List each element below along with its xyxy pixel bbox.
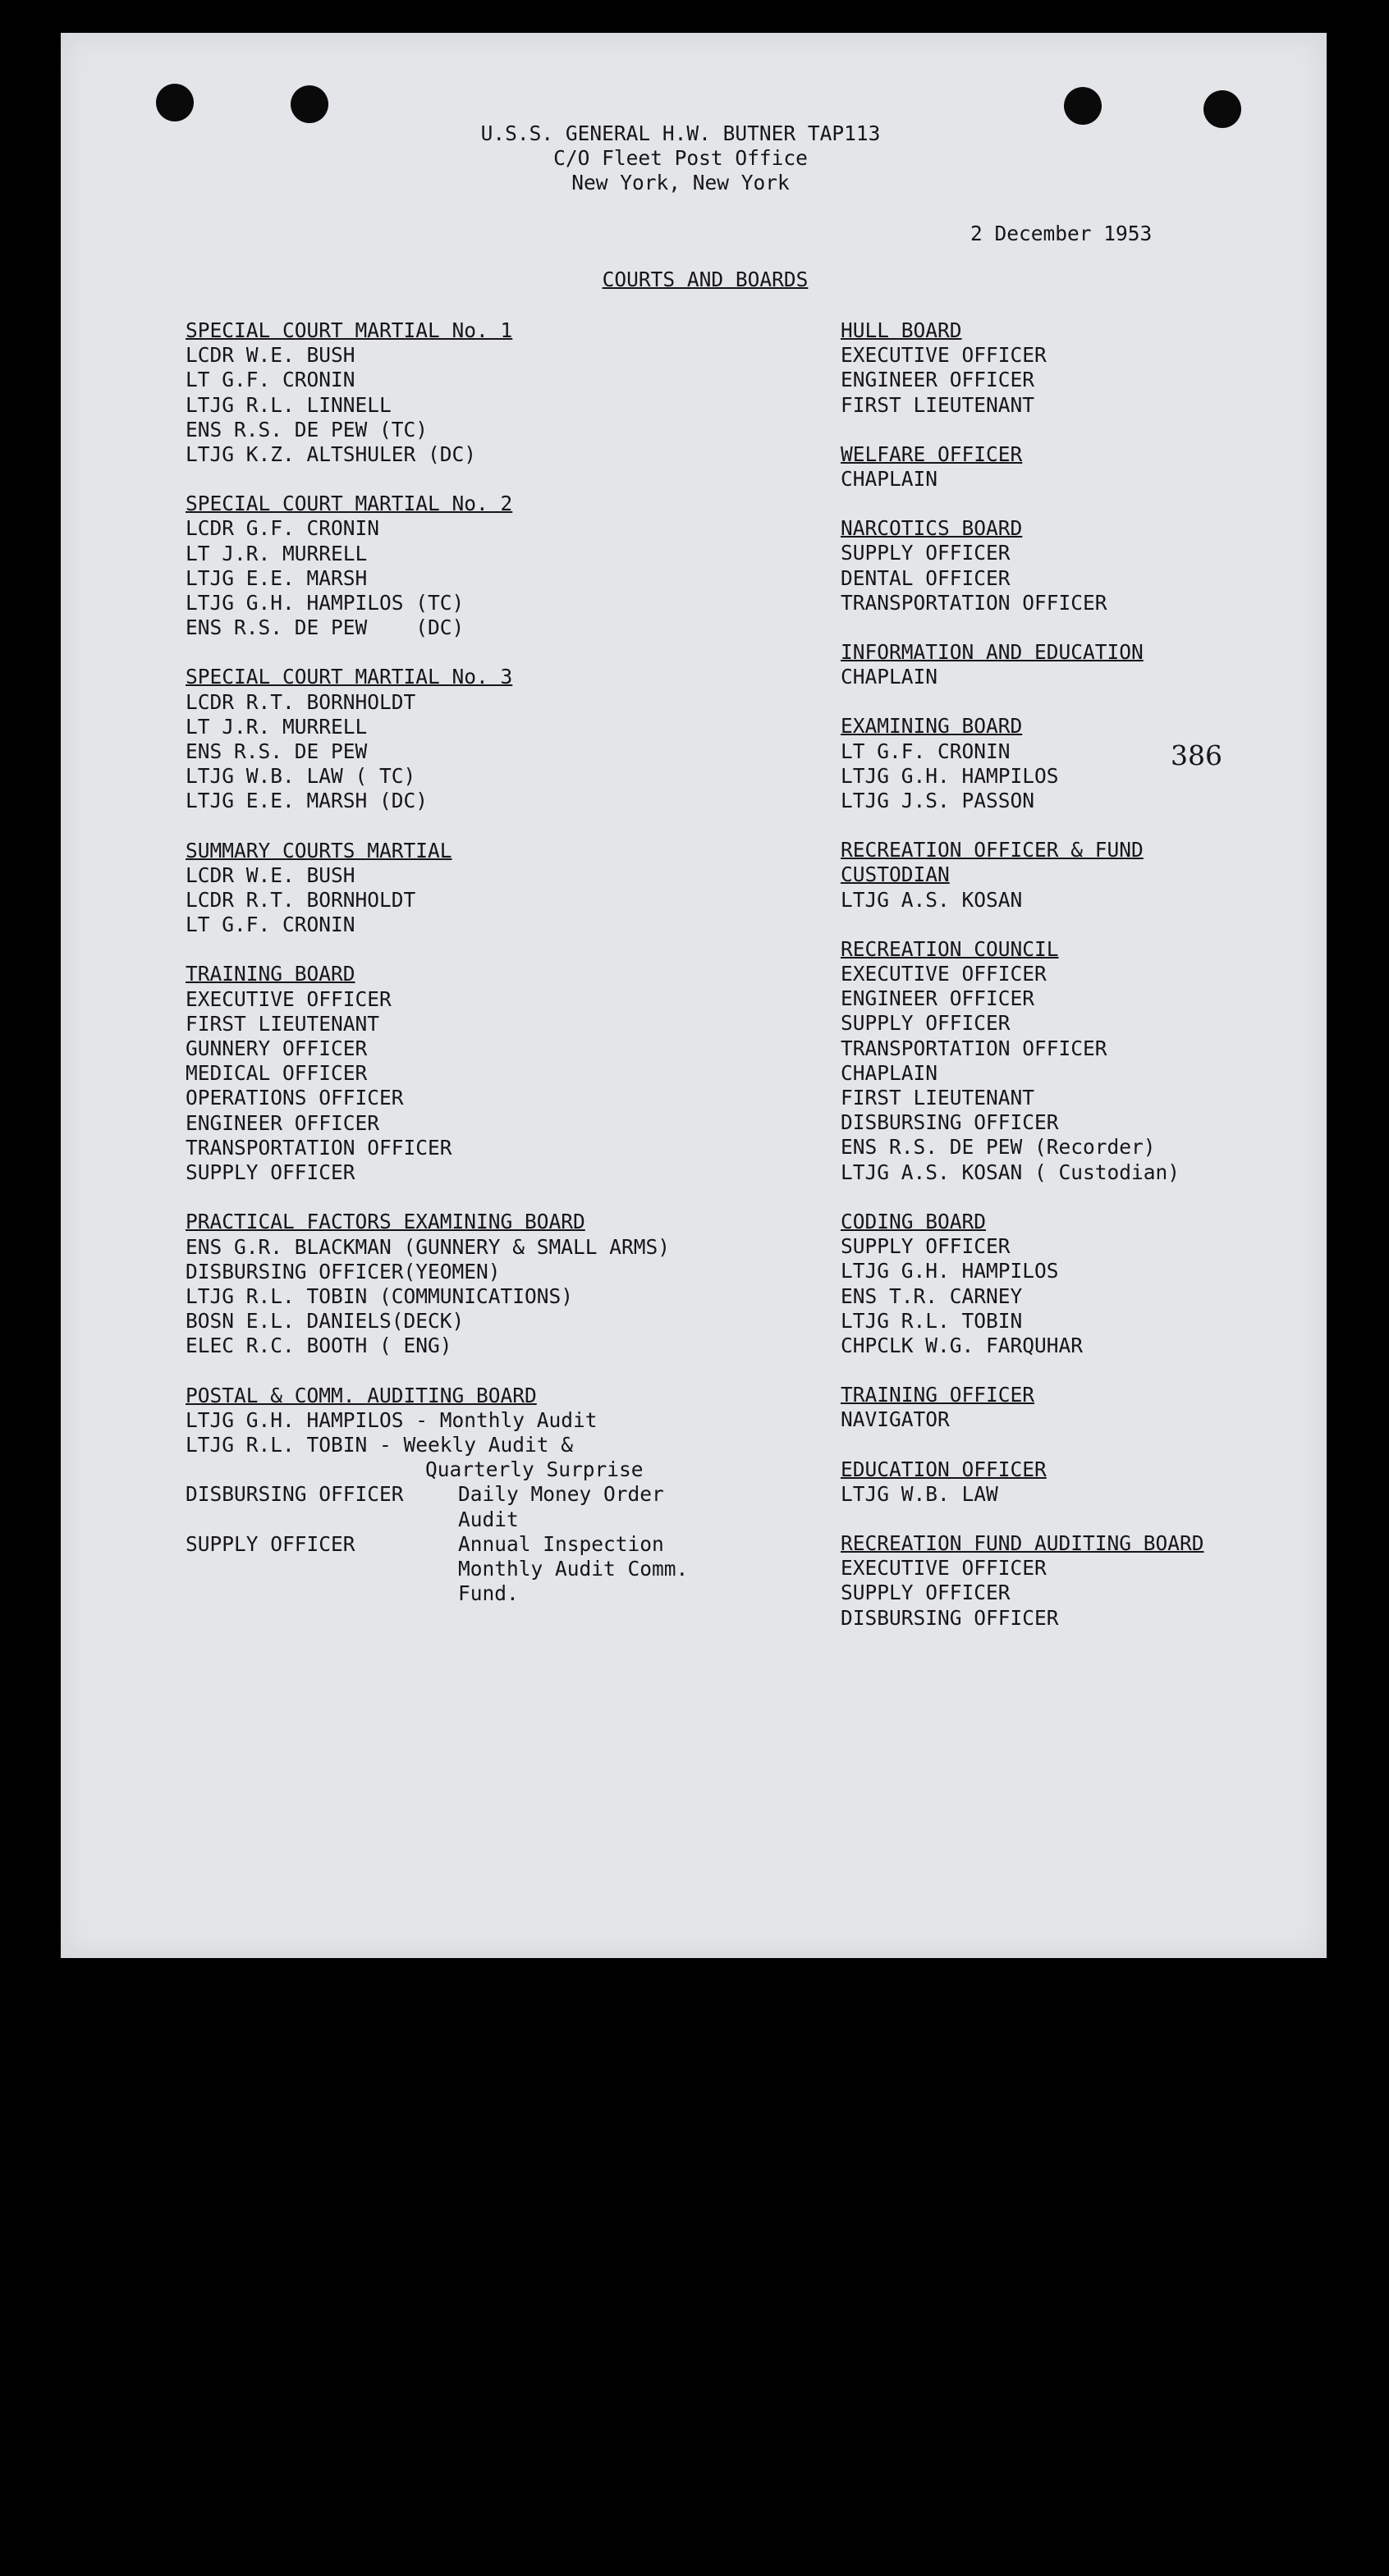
member-line: LT G.F. CRONIN <box>186 913 355 937</box>
member-line: EXECUTIVE OFFICER <box>186 986 392 1011</box>
member-line: EXECUTIVE OFFICER <box>841 343 1047 368</box>
board-section <box>186 839 826 938</box>
section-heading: RECREATION FUND AUDITING BOARD <box>841 1531 1204 1555</box>
page-number: 386 <box>1171 739 1222 771</box>
section-heading: WELFARE OFFICER <box>841 442 1023 466</box>
document-title <box>61 268 1327 292</box>
section-heading: SPECIAL COURT MARTIAL No. 1 <box>186 318 513 342</box>
section-heading: NARCOTICS BOARD <box>841 516 1023 541</box>
section-heading: EDUCATION OFFICER <box>841 1457 1047 1481</box>
member-line: LTJG K.Z. ALTSHULER (DC) <box>186 442 477 467</box>
board-section <box>841 516 1317 615</box>
member-line: ENS G.R. BLACKMAN (GUNNERY & SMALL ARMS) <box>186 1234 671 1259</box>
board-section <box>186 1210 826 1358</box>
section-heading: SPECIAL COURT MARTIAL No. 3 <box>186 665 513 689</box>
postal-row <box>186 1508 826 1532</box>
role-desc: Fund. <box>458 1581 519 1606</box>
letterhead-line: C/O Fleet Post Office <box>553 146 808 171</box>
member-line: LTJG G.H. HAMPILOS <box>841 1259 1059 1283</box>
member-line: ENS R.S. DE PEW (Recorder) <box>841 1135 1156 1160</box>
member-line: TRANSPORTATION OFFICER <box>841 590 1107 615</box>
member-line: DISBURSING OFFICER <box>841 1110 1059 1135</box>
section-heading: SUMMARY COURTS MARTIAL <box>186 838 452 862</box>
member-line: SUPPLY OFFICER <box>841 1011 1011 1036</box>
board-section <box>841 838 1317 913</box>
member-line: MEDICAL OFFICER <box>186 1061 368 1086</box>
member-line: LCDR W.E. BUSH <box>186 862 355 887</box>
member-line: DISBURSING OFFICER(YEOMEN) <box>186 1259 501 1283</box>
member-line: LTJG W.B. LAW <box>841 1481 998 1506</box>
member-line: ENS R.S. DE PEW <box>186 739 368 764</box>
section-heading: PRACTICAL FACTORS EXAMINING BOARD <box>186 1210 585 1234</box>
document-date: 2 December 1953 <box>970 222 1153 245</box>
member-line: LTJG G.H. HAMPILOS (TC) <box>186 591 465 615</box>
member-line: LCDR R.T. BORNHOLDT <box>186 888 416 913</box>
member-line: CHAPLAIN <box>841 1060 938 1085</box>
section-heading: INFORMATION AND EDUCATION <box>841 640 1144 665</box>
member-line: ENS R.S. DE PEW (DC) <box>186 615 465 640</box>
member-line: SUPPLY OFFICER <box>841 1581 1011 1605</box>
member-line: CHPCLK W.G. FARQUHAR <box>841 1333 1084 1357</box>
member-line: ELEC R.C. BOOTH ( ENG) <box>186 1334 452 1358</box>
member-line: LT J.R. MURRELL <box>186 541 368 565</box>
board-section <box>841 442 1317 492</box>
role-label: DISBURSING OFFICER <box>186 1482 404 1507</box>
letterhead <box>61 121 1327 196</box>
section-heading: RECREATION OFFICER & FUND CUSTODIAN <box>841 838 1144 887</box>
letterhead-line: New York, New York <box>571 171 790 195</box>
member-line: LTJG E.E. MARSH (DC) <box>186 789 429 813</box>
section-heading: CODING BOARD <box>841 1209 987 1233</box>
member-line: NAVIGATOR <box>841 1407 950 1432</box>
postal-row <box>186 1482 826 1507</box>
member-line: LTJG R.L. TOBIN <box>841 1308 1023 1333</box>
member-line: LTJG G.H. HAMPILOS - Monthly Audit <box>186 1407 598 1432</box>
member-line: ENGINEER OFFICER <box>841 986 1035 1011</box>
member-line: DISBURSING OFFICER <box>841 1605 1059 1630</box>
member-line: CHAPLAIN <box>841 665 938 689</box>
member-line: SUPPLY OFFICER <box>841 1234 1011 1259</box>
member-line: FIRST LIEUTENANT <box>841 1086 1035 1110</box>
member-line: ENGINEER OFFICER <box>841 368 1035 392</box>
board-section <box>841 1531 1317 1631</box>
board-section <box>186 492 826 640</box>
member-line: Quarterly Surprise <box>425 1457 644 1482</box>
board-section <box>841 937 1317 1185</box>
member-line: LTJG A.S. KOSAN <box>841 887 1023 912</box>
role-label: SUPPLY OFFICER <box>186 1531 355 1556</box>
postal-row <box>186 1557 826 1581</box>
member-line: LTJG R.L. TOBIN (COMMUNICATIONS) <box>186 1283 574 1308</box>
member-line: TRANSPORTATION OFFICER <box>841 1036 1107 1060</box>
document-page <box>61 33 1327 1958</box>
section-heading: EXAMINING BOARD <box>841 714 1023 739</box>
member-line: ENS R.S. DE PEW (TC) <box>186 417 429 442</box>
member-line: CHAPLAIN <box>841 467 938 492</box>
member-line: SUPPLY OFFICER <box>841 541 1011 565</box>
member-line: OPERATIONS OFFICER <box>186 1086 404 1110</box>
member-line: FIRST LIEUTENANT <box>841 392 1035 417</box>
member-line: LCDR R.T. BORNHOLDT <box>186 689 416 714</box>
section-heading: POSTAL & COMM. AUDITING BOARD <box>186 1383 537 1407</box>
member-line: LTJG W.B. LAW ( TC) <box>186 764 416 789</box>
member-line: EXECUTIVE OFFICER <box>841 962 1047 986</box>
member-line: DENTAL OFFICER <box>841 565 1011 590</box>
right-column <box>841 318 1317 1655</box>
member-line: LCDR G.F. CRONIN <box>186 516 380 541</box>
member-line: EXECUTIVE OFFICER <box>841 1556 1047 1581</box>
member-line: BOSN E.L. DANIELS(DECK) <box>186 1309 465 1334</box>
role-desc: Annual Inspection <box>458 1531 664 1556</box>
member-line: LTJG A.S. KOSAN ( Custodian) <box>841 1160 1180 1184</box>
member-line: LT J.R. MURRELL <box>186 714 368 739</box>
role-desc: Audit <box>458 1507 519 1531</box>
board-section <box>841 1383 1317 1432</box>
section-heading: TRAINING BOARD <box>186 962 355 986</box>
left-column <box>186 318 826 1631</box>
board-section <box>841 714 1317 813</box>
letterhead-line: U.S.S. GENERAL H.W. BUTNER TAP113 <box>480 121 881 145</box>
postal-row <box>186 1532 826 1557</box>
member-line: LCDR W.E. BUSH <box>186 343 355 368</box>
member-line: FIRST LIEUTENANT <box>186 1011 380 1036</box>
section-heading: SPECIAL COURT MARTIAL No. 2 <box>186 492 513 516</box>
board-section <box>186 962 826 1185</box>
board-section <box>186 665 826 813</box>
member-line: LTJG J.S. PASSON <box>841 789 1035 813</box>
board-section <box>186 318 826 467</box>
document-body <box>61 33 1327 1958</box>
member-line: LTJG G.H. HAMPILOS <box>841 763 1059 788</box>
board-section <box>841 1457 1317 1507</box>
section-heading: RECREATION COUNCIL <box>841 936 1059 961</box>
section-heading: TRAINING OFFICER <box>841 1383 1035 1407</box>
board-section <box>841 318 1317 418</box>
role-desc: Daily Money Order <box>458 1482 664 1507</box>
member-line: LT G.F. CRONIN <box>841 739 1011 763</box>
member-line: ENGINEER OFFICER <box>186 1110 380 1135</box>
role-desc: Monthly Audit Comm. <box>458 1556 689 1581</box>
member-line: LTJG R.L. LINNELL <box>186 392 392 417</box>
member-line: LT G.F. CRONIN <box>186 368 355 392</box>
member-line: SUPPLY OFFICER <box>186 1160 355 1185</box>
member-line: ENS T.R. CARNEY <box>841 1283 1023 1308</box>
member-line: GUNNERY OFFICER <box>186 1036 368 1061</box>
postal-row <box>186 1581 826 1606</box>
section-heading: HULL BOARD <box>841 318 962 342</box>
board-section <box>841 640 1317 689</box>
document-title-text: COURTS AND BOARDS <box>602 268 809 291</box>
board-section <box>841 1210 1317 1358</box>
member-line: LTJG E.E. MARSH <box>186 565 368 590</box>
postal-board-section <box>186 1384 826 1607</box>
member-line: LTJG R.L. TOBIN - Weekly Audit & <box>186 1432 574 1457</box>
member-line: TRANSPORTATION OFFICER <box>186 1135 452 1160</box>
